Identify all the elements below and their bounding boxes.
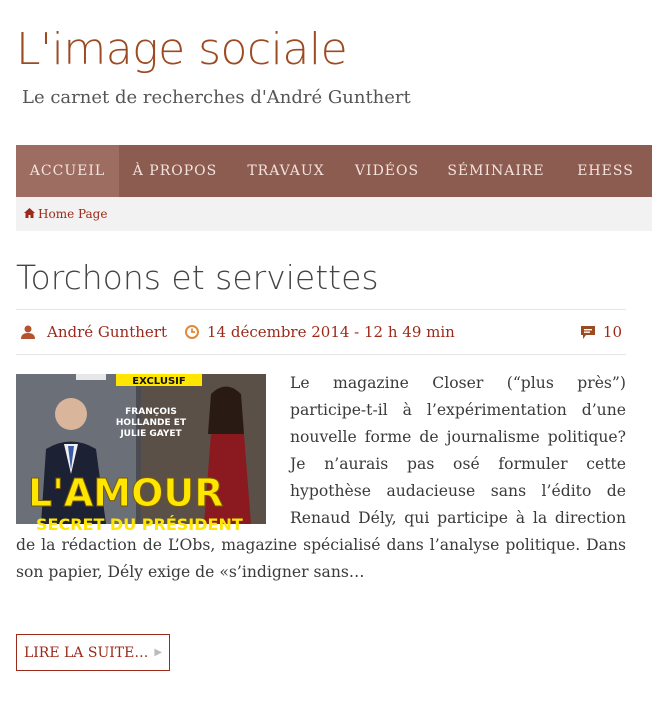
post-title[interactable]: Torchons et serviettes [16, 258, 379, 297]
thumbnail-top-banner: EXCLUSIF [132, 376, 186, 387]
post-date-link[interactable]: 14 décembre 2014 - 12 h 49 min [206, 323, 455, 341]
comment-icon [581, 326, 595, 339]
thumbnail-headline: L'AMOUR [28, 471, 224, 515]
thumbnail-caption-line-1: FRANÇOIS [125, 407, 177, 417]
nav-item-travaux[interactable]: TRAVAUX [247, 163, 325, 179]
comments-link[interactable] [581, 323, 622, 341]
post-excerpt [16, 370, 626, 586]
site-tagline: Le carnet de recherches d'André Gunthert [22, 87, 411, 108]
read-more-button[interactable] [16, 634, 170, 671]
comments-count[interactable]: 10 [602, 323, 622, 341]
post-thumbnail[interactable] [16, 374, 266, 534]
thumbnail-caption-line-3: JULIE GAYET [120, 429, 182, 439]
thumbnail-subheadline: SECRET DU PRÉSIDENT [36, 515, 243, 534]
main-nav [16, 145, 652, 197]
nav-item-videos[interactable]: VIDÉOS [354, 163, 420, 179]
post-author-link[interactable]: André Gunthert [47, 323, 167, 341]
read-more-label: LIRE LA SUITE… [23, 644, 149, 661]
chevron-right-icon: ▶ [154, 647, 163, 658]
breadcrumb-home-label: Home Page [38, 207, 108, 221]
nav-item-a-propos[interactable]: À PROPOS [132, 163, 218, 179]
post-meta [16, 309, 626, 355]
site-title[interactable]: L'image sociale [16, 24, 348, 75]
nav-item-accueil[interactable]: ACCUEIL [16, 145, 119, 197]
home-icon [24, 207, 35, 221]
nav-item-ehess[interactable]: EHESS [577, 163, 634, 179]
nav-item-seminaire[interactable]: SÉMINAIRE [447, 163, 545, 179]
magazine-cover-image [16, 374, 266, 534]
thumbnail-caption-line-2: HOLLANDE ET [115, 418, 187, 428]
user-icon [21, 325, 35, 339]
breadcrumb [16, 197, 652, 231]
breadcrumb-home-link[interactable] [24, 207, 107, 221]
clock-icon [185, 325, 199, 339]
post-excerpt-text: Le magazine Closer (“plus près”) participe-t-il à l’expérimentation d’une nouvelle forme de journalisme politique? Je n’aurais pas osé formuler cette hypothèse audacieuse sans l’édito de Renaud Dély, qui participe à la direction de la rédaction de L’Obs, magazine spécialisé dans l’analyse politique. Dans son papier, Dély exige de «s’indigner sans… [16, 374, 626, 581]
